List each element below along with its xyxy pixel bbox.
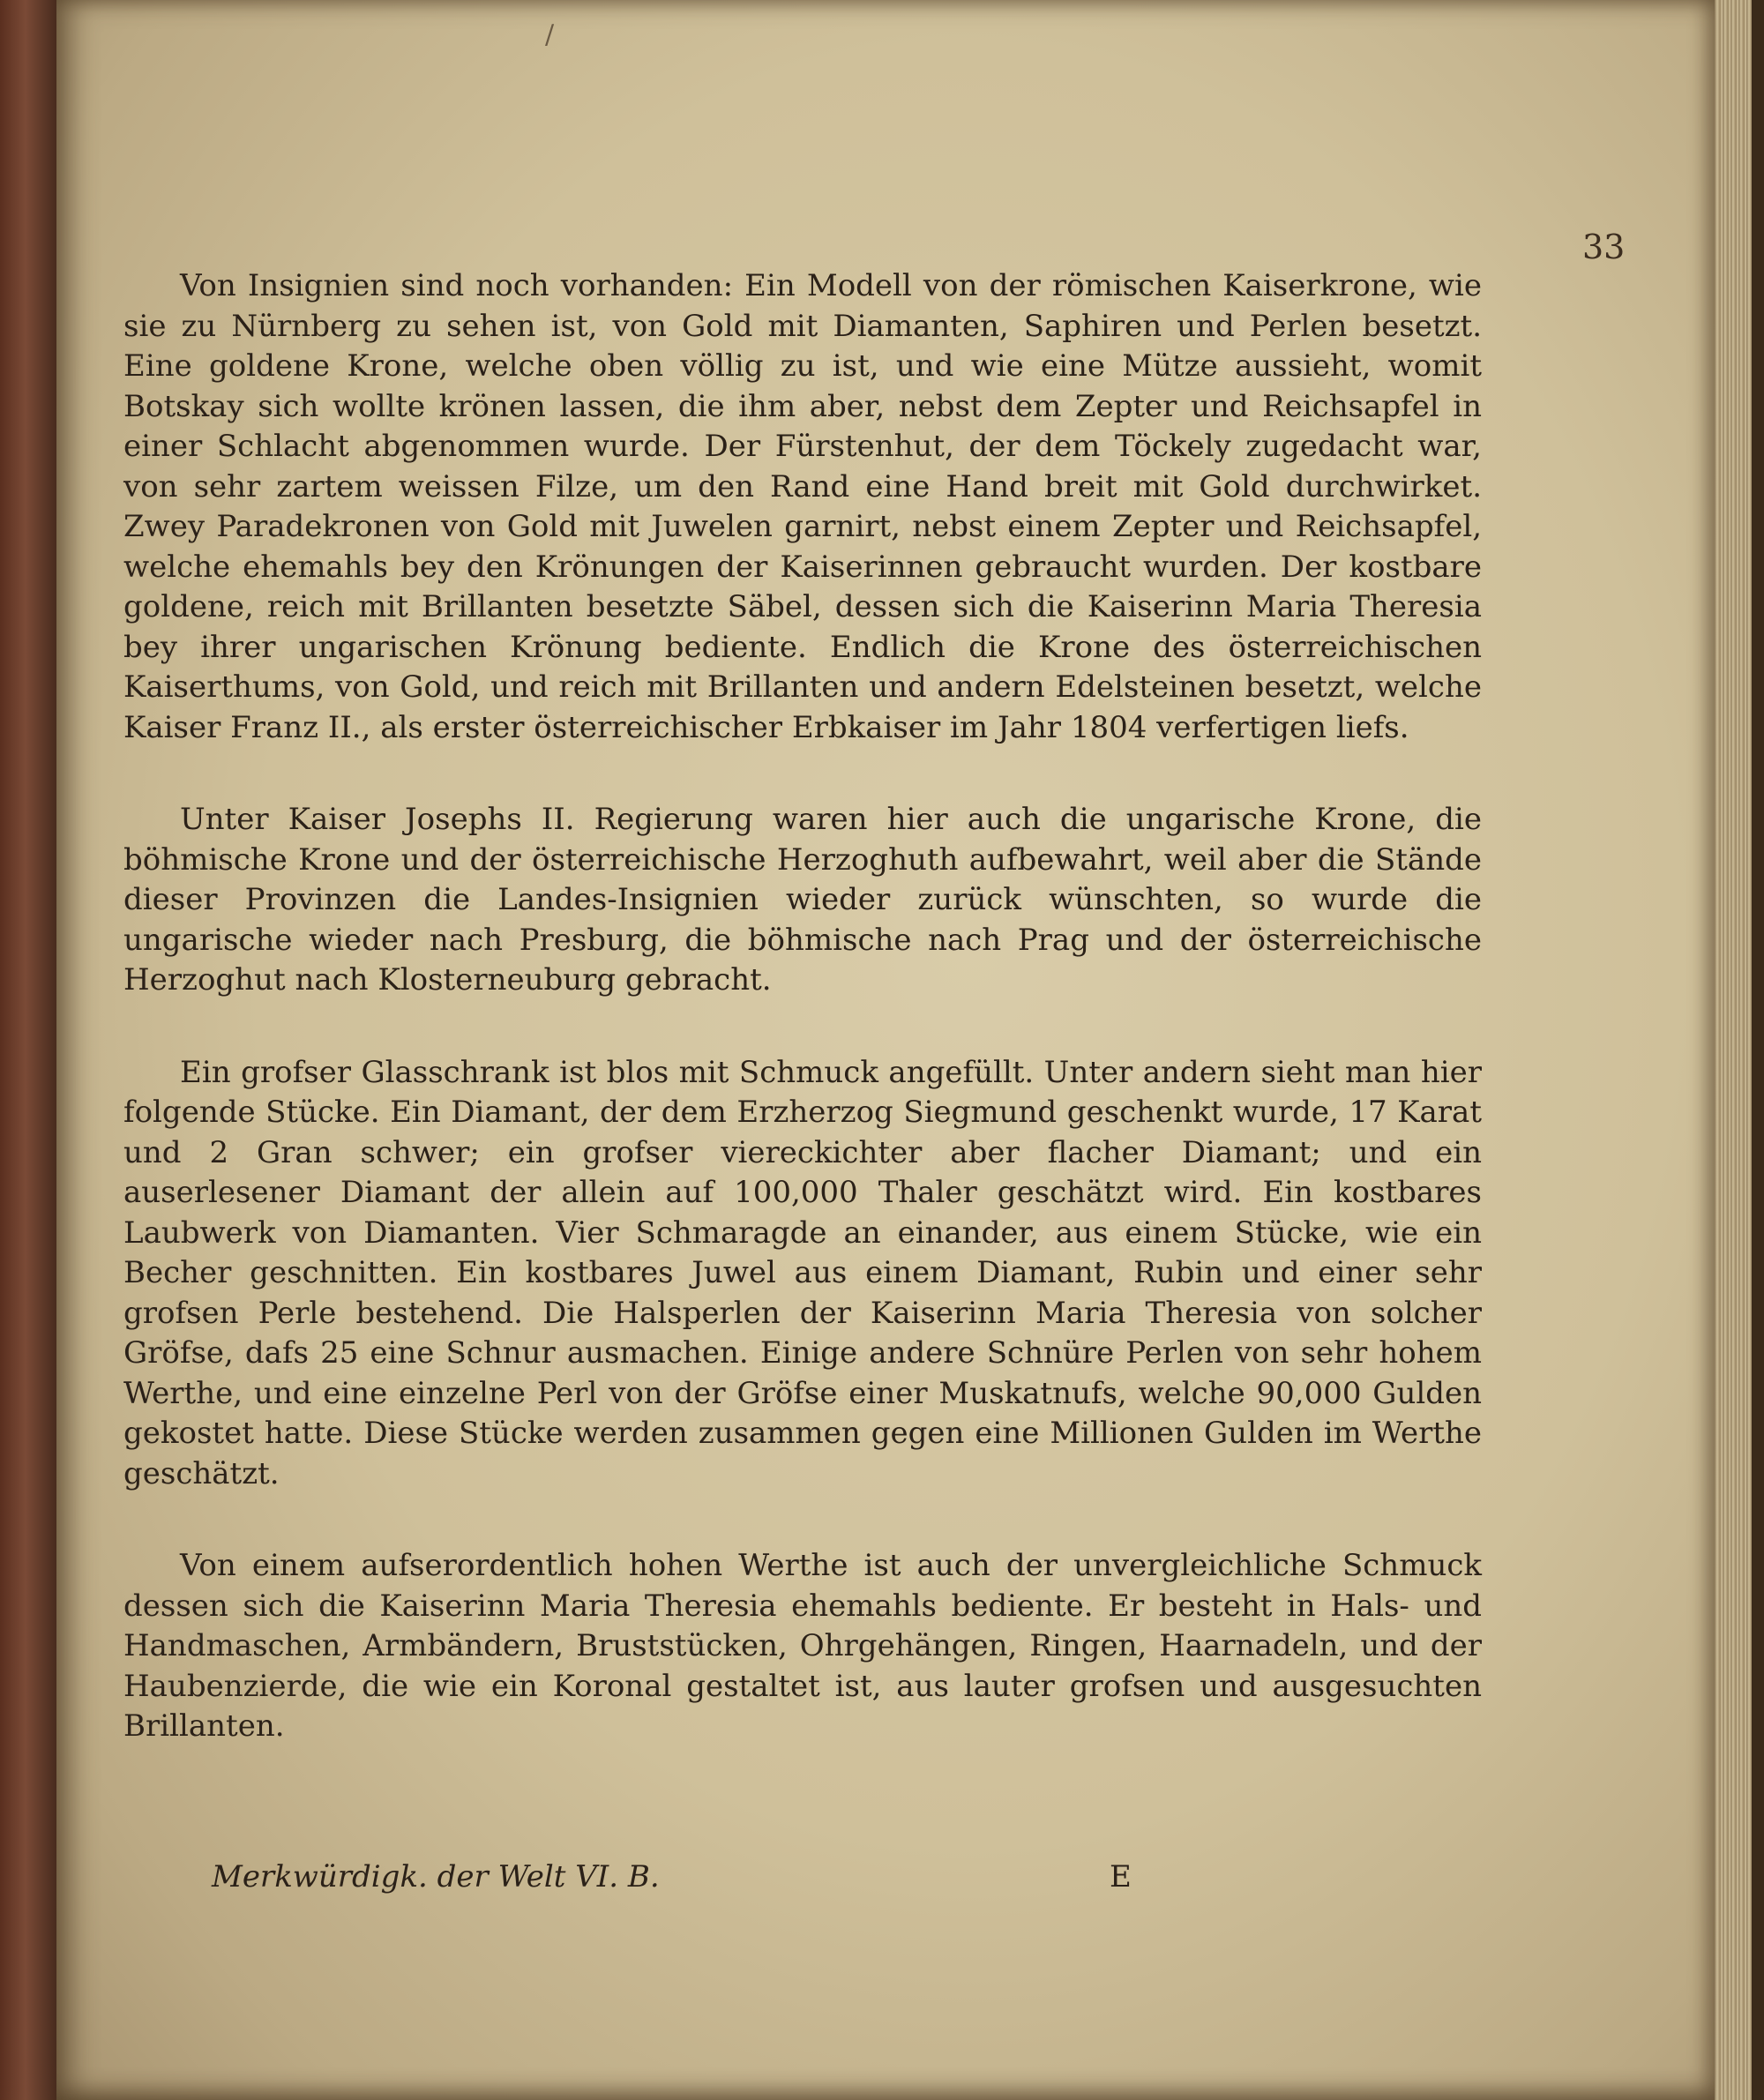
paragraph: Ein grofser Glasschrank ist blos mit Schmuck angefüllt. Unter andern sieht man hier folgende Stücke. Ein Diamant, der dem Erzherzog Siegmund geschenkt wurde, 17 Karat und 2 Gran schwer; ein grofser viereckichter aber flacher Diamant; und ein auserlesener Diamant der allein auf 100,000 Thaler geschätzt wird. Ein kostbares Laubwerk von Diamanten. Vier Schmaragde an einander, aus einem Stücke, wie ein Becher geschnitten. Ein kostbares Juwel aus einem Diamant, Rubin und einer sehr grofsen Perle bestehend. Die Halsperlen der Kaiserinn Maria Theresia von solcher Gröfse, dafs 25 eine Schnur ausmachen. Einige andere Schnüre Perlen von sehr hohem Werthe, und eine einzelne Perl von der Gröfse einer Muskatnufs, welche 90,000 Gulden gekostet hatte. Diese Stücke werden zusammen gegen eine Millionen Gulden im Werthe geschätzt. [123, 1054, 1482, 1491]
page-body [123, 266, 1482, 1747]
paragraph: Unter Kaiser Josephs II. Regierung waren hier auch die ungarische Krone, die böhmische Krone und der österreichische Herzoghuth aufbewahrt, weil aber die Stände dieser Provinzen die Landes-Insignien wieder zurück wünschten, so wurde die ungarische wieder nach Presburg, die böhmische nach Prag und der österreichische Herzoghut nach Klosterneuburg gebracht. [123, 802, 1482, 998]
page-number: 33 [1582, 228, 1626, 266]
signature-mark: E [1110, 1859, 1132, 1894]
footer-title: Merkwürdigk. der Welt VI. B. [212, 1859, 660, 1894]
paragraph: Von einem aufserordentlich hohen Werthe ist auch der unvergleichliche Schmuck dessen sich die Kaiserinn Maria Theresia ehemahls bediente. Er besteht in Hals- und Handmaschen, Armbändern, Bruststücken, Ohrgehängen, Ringen, Haarnadeln, und der Haubenzierde, die wie ein Koronal gestaltet ist, aus lauter grofsen und ausgesuchten Brillanten. [123, 1548, 1482, 1744]
binding-shadow [1752, 0, 1764, 2100]
paragraph: Von Insignien sind noch vorhanden: Ein Modell von der römischen Kaiserkrone, wie sie zu Nürnberg zu sehen ist, von Gold mit Diamanten, Saphiren und Perlen besetzt. Eine goldene Krone, welche oben völlig zu ist, und wie eine Mütze aussieht, womit Botskay sich wollte krönen lassen, die ihm aber, nebst dem Zepter und Reichsapfel in einer Schlacht abgenommen wurde. Der Fürstenhut, der dem Töckely zugedacht war, von sehr zartem weissen Filze, um den Rand eine Hand breit mit Gold durchwirket. Zwey Paradekronen von Gold mit Juwelen garnirt, nebst einem Zepter und Reichsapfel, welche ehemahls bey den Krönungen der Kaiserinnen gebraucht wurden. Der kostbare goldene, reich mit Brillanten besetzte Säbel, dessen sich die Kaiserinn Maria Theresia bey ihrer ungarischen Krönung bediente. Endlich die Krone des österreichischen Kaiserthums, von Gold, und reich mit Brillanten und andern Edelsteinen besetzt, welche Kaiser Franz II., als erster österreichischer Erbkaiser im Jahr 1804 verfertigen liefs. [123, 268, 1482, 745]
ink-mark: / [545, 19, 555, 50]
previous-page-edge [0, 0, 64, 2100]
